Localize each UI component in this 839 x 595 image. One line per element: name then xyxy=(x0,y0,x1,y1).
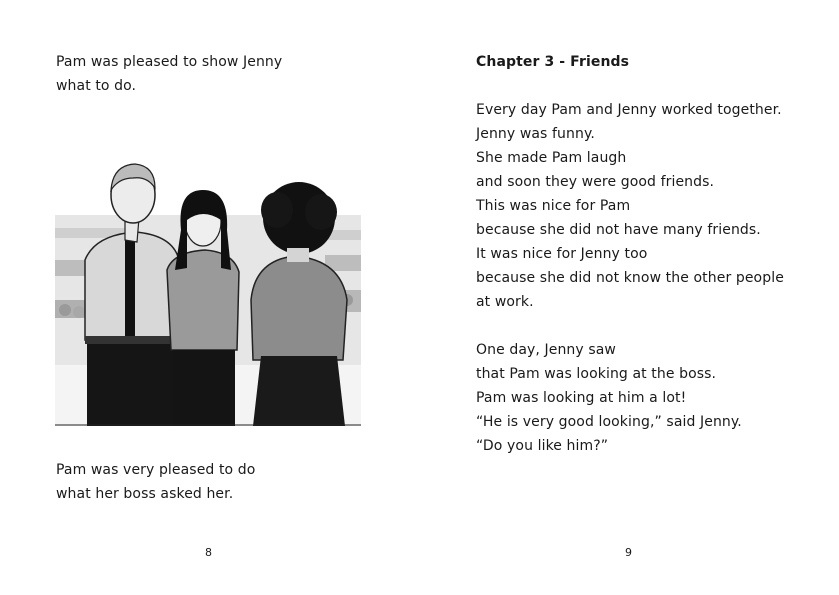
right-text-line: It was nice for Jenny too xyxy=(476,246,648,262)
right-text-line: Jenny was funny. xyxy=(476,126,595,142)
left-text-line: Pam was very pleased to do xyxy=(56,462,256,478)
page-number: 9 xyxy=(625,546,632,559)
right-text-line: This was nice for Pam xyxy=(476,198,631,214)
right-text-line: because she did not know the other people xyxy=(476,270,784,286)
right-text-line: at work. xyxy=(476,294,534,310)
right-text-line: “He is very good looking,” said Jenny. xyxy=(476,414,742,430)
right-text-line: “Do you like him?” xyxy=(476,438,609,454)
right-text-line: Pam was looking at him a lot! xyxy=(476,390,687,406)
three-people-in-store-icon xyxy=(55,160,361,426)
chapter-heading: Chapter 3 - Friends xyxy=(476,54,630,70)
left-text-line: what her boss asked her. xyxy=(56,486,234,502)
left-text-line: Pam was pleased to show Jenny xyxy=(56,54,283,70)
right-page xyxy=(420,0,839,595)
right-text-line: and soon they were good friends. xyxy=(476,174,715,190)
left-text-line: what to do. xyxy=(56,78,137,94)
right-text-line: Every day Pam and Jenny worked together. xyxy=(476,102,782,118)
page-number: 8 xyxy=(205,546,212,559)
right-text-line: One day, Jenny saw xyxy=(476,342,616,358)
right-text-line: She made Pam laugh xyxy=(476,150,627,166)
right-text-line: because she did not have many friends. xyxy=(476,222,761,238)
right-text-line: that Pam was looking at the boss. xyxy=(476,366,717,382)
